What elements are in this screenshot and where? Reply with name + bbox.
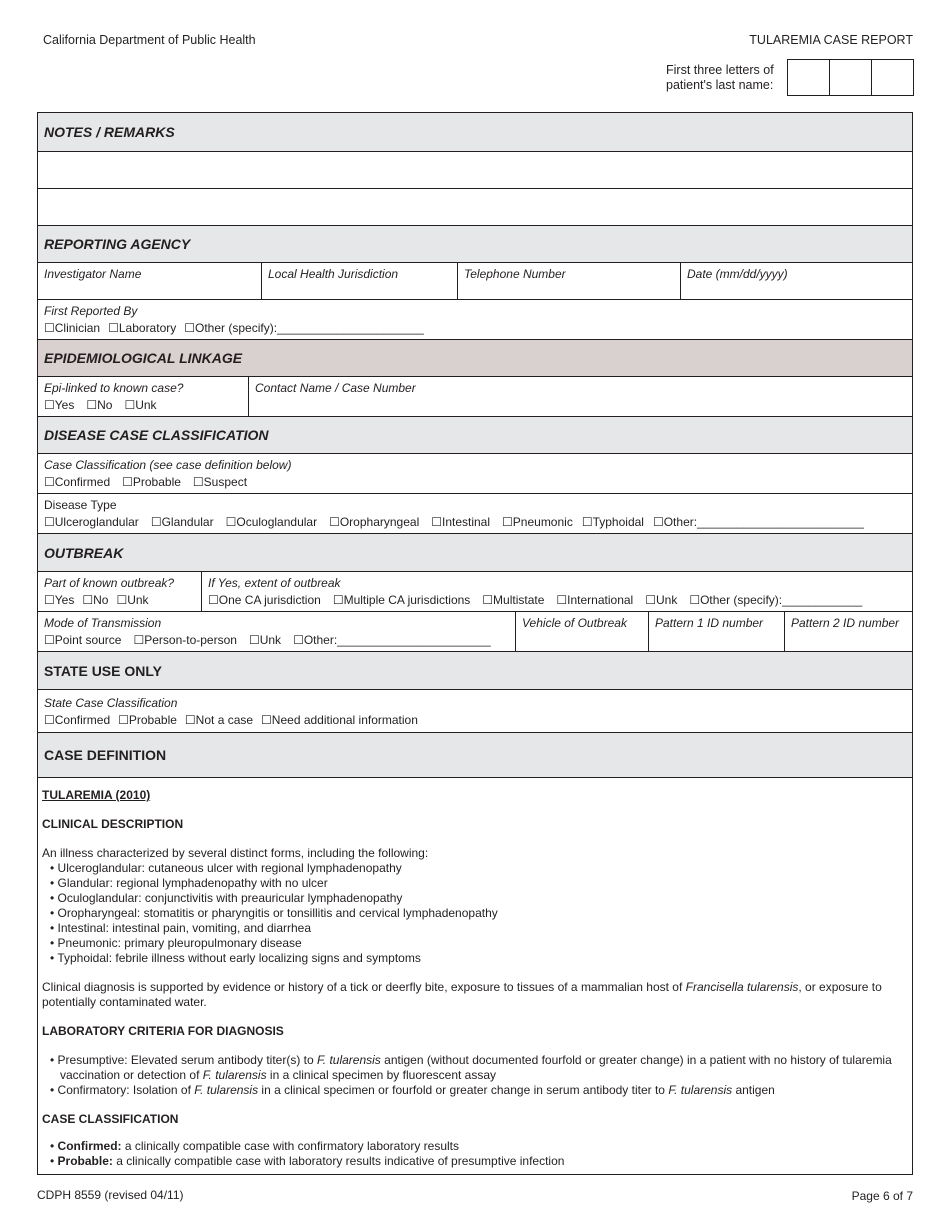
date-label: Date (mm/dd/yyyy) — [687, 267, 788, 281]
checkbox-suspect[interactable]: ☐Suspect — [192, 475, 248, 489]
definition-title: CASE DEFINITION — [44, 747, 167, 763]
vehicle-field[interactable] — [515, 612, 648, 651]
epi-row — [38, 376, 912, 416]
epi-linked-label: Epi-linked to known case? — [44, 381, 184, 395]
checkbox-typhoidal[interactable]: ☐Typhoidal — [581, 515, 644, 529]
date-field[interactable] — [680, 263, 912, 299]
mode-options — [44, 633, 509, 647]
first-reported-row — [38, 299, 912, 339]
list-item: • Presumptive: Elevated serum antibody titer(s) to F. tularensis antigen (without documented fourfold or greater change) in a patient with no history of tularemia vaccination or detection of F. tularensis in a clinical specimen by fluorescent assay — [50, 1053, 908, 1083]
clinical-title: CLINICAL DESCRIPTION — [42, 817, 184, 831]
checkbox-international[interactable]: ☐International — [556, 593, 634, 607]
checkbox-epi-unk[interactable]: ☐Unk — [124, 398, 157, 412]
contact-label: Contact Name / Case Number — [255, 381, 416, 395]
case-class-options — [44, 475, 906, 489]
page-number: Page 6 of 7 — [851, 1189, 913, 1203]
disease-type-row — [38, 493, 912, 533]
state-row — [38, 689, 912, 732]
outbreak-part-options — [44, 593, 195, 607]
lab-title: LABORATORY CRITERIA FOR DIAGNOSIS — [42, 1024, 284, 1038]
transmission-row — [38, 611, 912, 651]
list-item: • Glandular: regional lymphadenopathy with no ulcer — [50, 876, 908, 891]
form-id: CDPH 8559 (revised 04/11) — [37, 1188, 184, 1202]
checkbox-outbreak-unk[interactable]: ☐Unk — [116, 593, 149, 607]
reporting-row — [38, 262, 912, 299]
pattern1-field[interactable] — [648, 612, 784, 651]
checkbox-pneumonic[interactable]: ☐Pneumonic — [502, 515, 573, 529]
checkbox-one-ca[interactable]: ☐One CA jurisdiction — [208, 593, 321, 607]
notes-title: NOTES / REMARKS — [44, 124, 175, 140]
pattern2-field[interactable] — [784, 612, 912, 651]
case-classification-list — [42, 1139, 908, 1169]
outbreak-extent-label: If Yes, extent of outbreak — [208, 576, 341, 590]
investigator-label: Investigator Name — [44, 267, 142, 281]
definition-body — [38, 777, 912, 1174]
checkbox-oculoglandular[interactable]: ☐Oculoglandular — [225, 515, 318, 529]
checkbox-other-type[interactable]: ☐Other:_________________________ — [652, 515, 864, 529]
notes-line-1[interactable] — [38, 151, 912, 188]
list-item: • Confirmed: a clinically compatible case with confirmatory laboratory results — [50, 1139, 908, 1154]
checkbox-probable[interactable]: ☐Probable — [122, 475, 181, 489]
reporting-title: REPORTING AGENCY — [44, 236, 191, 252]
checkbox-epi-no[interactable]: ☐No — [86, 398, 113, 412]
case-class-row — [38, 453, 912, 493]
checkbox-glandular[interactable]: ☐Glandular — [150, 515, 214, 529]
jurisdiction-label: Local Health Jurisdiction — [268, 267, 399, 281]
state-title: STATE USE ONLY — [44, 662, 162, 679]
mode-label: Mode of Transmission — [44, 616, 162, 630]
checkbox-mode-unk[interactable]: ☐Unk — [248, 633, 282, 647]
checkbox-ulceroglandular[interactable]: ☐Ulceroglandular — [44, 515, 139, 529]
checkbox-confirmed[interactable]: ☐Confirmed — [44, 475, 111, 489]
checkbox-clinician[interactable]: ☐Clinician — [44, 321, 101, 335]
state-header — [38, 651, 912, 689]
last-name-letter-3[interactable] — [871, 60, 913, 95]
case-class-label: Case Classification (see case definition below) — [44, 458, 292, 472]
checkbox-oropharyngeal[interactable]: ☐Oropharyngeal — [329, 515, 420, 529]
clinical-diagnosis: Clinical diagnosis is supported by evidence or history of a tick or deerfly bite, exposure to tissues of a mammalian host of Francisella tularensis, or exposure to potentially contaminated water. — [42, 980, 882, 1009]
checkbox-multistate[interactable]: ☐Multistate — [482, 593, 545, 607]
last-name-boxes — [787, 59, 914, 96]
pattern1-label: Pattern 1 ID number — [655, 616, 764, 630]
outbreak-extent-options — [208, 593, 906, 607]
checkbox-outbreak-no[interactable]: ☐No — [82, 593, 109, 607]
checkbox-intestinal[interactable]: ☐Intestinal — [431, 515, 491, 529]
contact-field[interactable] — [248, 377, 912, 416]
clinical-forms-list — [42, 861, 908, 966]
outbreak-header — [38, 533, 912, 571]
jurisdiction-field[interactable] — [261, 263, 457, 299]
epi-header — [38, 339, 912, 376]
case-report-form — [37, 112, 913, 1175]
list-item: • Confirmatory: Isolation of F. tularensis in a clinical specimen or fourfold or greater change in serum antibody titer to F. tularensis antigen — [50, 1083, 908, 1098]
list-item: • Oculoglandular: conjunctivitis with preauricular lymphadenopathy — [50, 891, 908, 906]
case-classification-title: CASE CLASSIFICATION — [42, 1112, 179, 1126]
checkbox-multiple-ca[interactable]: ☐Multiple CA jurisdictions — [332, 593, 471, 607]
checkbox-state-confirmed[interactable]: ☐Confirmed — [44, 713, 111, 727]
checkbox-epi-yes[interactable]: ☐Yes — [44, 398, 75, 412]
outbreak-row — [38, 571, 912, 611]
report-title: TULAREMIA CASE REPORT — [749, 33, 913, 47]
epi-linked-options — [44, 398, 242, 412]
pattern2-label: Pattern 2 ID number — [791, 616, 900, 630]
list-item: • Intestinal: intestinal pain, vomiting, and diarrhea — [50, 921, 908, 936]
checkbox-laboratory[interactable]: ☐Laboratory — [108, 321, 177, 335]
list-item: • Oropharyngeal: stomatitis or pharyngitis or tonsillitis and cervical lymphadenopathy — [50, 906, 908, 921]
checkbox-state-need-info[interactable]: ☐Need additional information — [261, 713, 418, 727]
last-name-label: First three letters of patient's last name: — [666, 63, 774, 92]
outbreak-part-label: Part of known outbreak? — [44, 576, 175, 590]
checkbox-extent-unk[interactable]: ☐Unk — [645, 593, 678, 607]
definition-header — [38, 732, 912, 777]
lab-criteria-list — [42, 1053, 908, 1098]
telephone-label: Telephone Number — [464, 267, 566, 281]
list-item: • Ulceroglandular: cutaneous ulcer with regional lymphadenopathy — [50, 861, 908, 876]
notes-header — [38, 113, 912, 151]
first-reported-options — [44, 321, 906, 335]
list-item: • Typhoidal: febrile illness without early localizing signs and symptoms — [50, 951, 908, 966]
classification-title: DISEASE CASE CLASSIFICATION — [44, 427, 269, 443]
state-class-label: State Case Classification — [44, 696, 178, 710]
list-item: • Pneumonic: primary pleuropulmonary disease — [50, 936, 908, 951]
checkbox-other-reporter[interactable]: ☐Other (specify):______________________ — [184, 321, 424, 335]
disease-type-options — [44, 515, 906, 529]
disease-type-label: Disease Type — [44, 498, 117, 512]
checkbox-mode-other[interactable]: ☐Other:_______________________ — [293, 633, 491, 647]
checkbox-state-probable[interactable]: ☐Probable — [118, 713, 177, 727]
checkbox-extent-other[interactable]: ☐Other (specify):____________ — [689, 593, 863, 607]
checkbox-outbreak-yes[interactable]: ☐Yes — [44, 593, 75, 607]
epi-title: EPIDEMIOLOGICAL LINKAGE — [44, 350, 243, 366]
classification-header — [38, 416, 912, 453]
clinical-intro: An illness characterized by several distinct forms, including the following: — [42, 846, 429, 860]
telephone-field[interactable] — [457, 263, 680, 299]
last-name-letter-2[interactable] — [829, 60, 871, 95]
checkbox-person-to-person[interactable]: ☐Person-to-person — [133, 633, 237, 647]
checkbox-point-source[interactable]: ☐Point source — [44, 633, 122, 647]
outbreak-title: OUTBREAK — [44, 544, 124, 561]
definition-heading: TULAREMIA (2010) — [42, 788, 151, 802]
checkbox-state-not-case[interactable]: ☐Not a case — [184, 713, 254, 727]
state-class-options — [44, 713, 906, 727]
first-reported-label: First Reported By — [44, 304, 138, 318]
last-name-letter-1[interactable] — [788, 60, 829, 95]
agency-name: California Department of Public Health — [43, 33, 256, 47]
reporting-header — [38, 225, 912, 262]
vehicle-label: Vehicle of Outbreak — [522, 616, 627, 630]
list-item: • Probable: a clinically compatible case with laboratory results indicative of presumptive infection — [50, 1154, 908, 1169]
notes-line-2[interactable] — [38, 188, 912, 225]
investigator-field[interactable] — [38, 263, 261, 299]
